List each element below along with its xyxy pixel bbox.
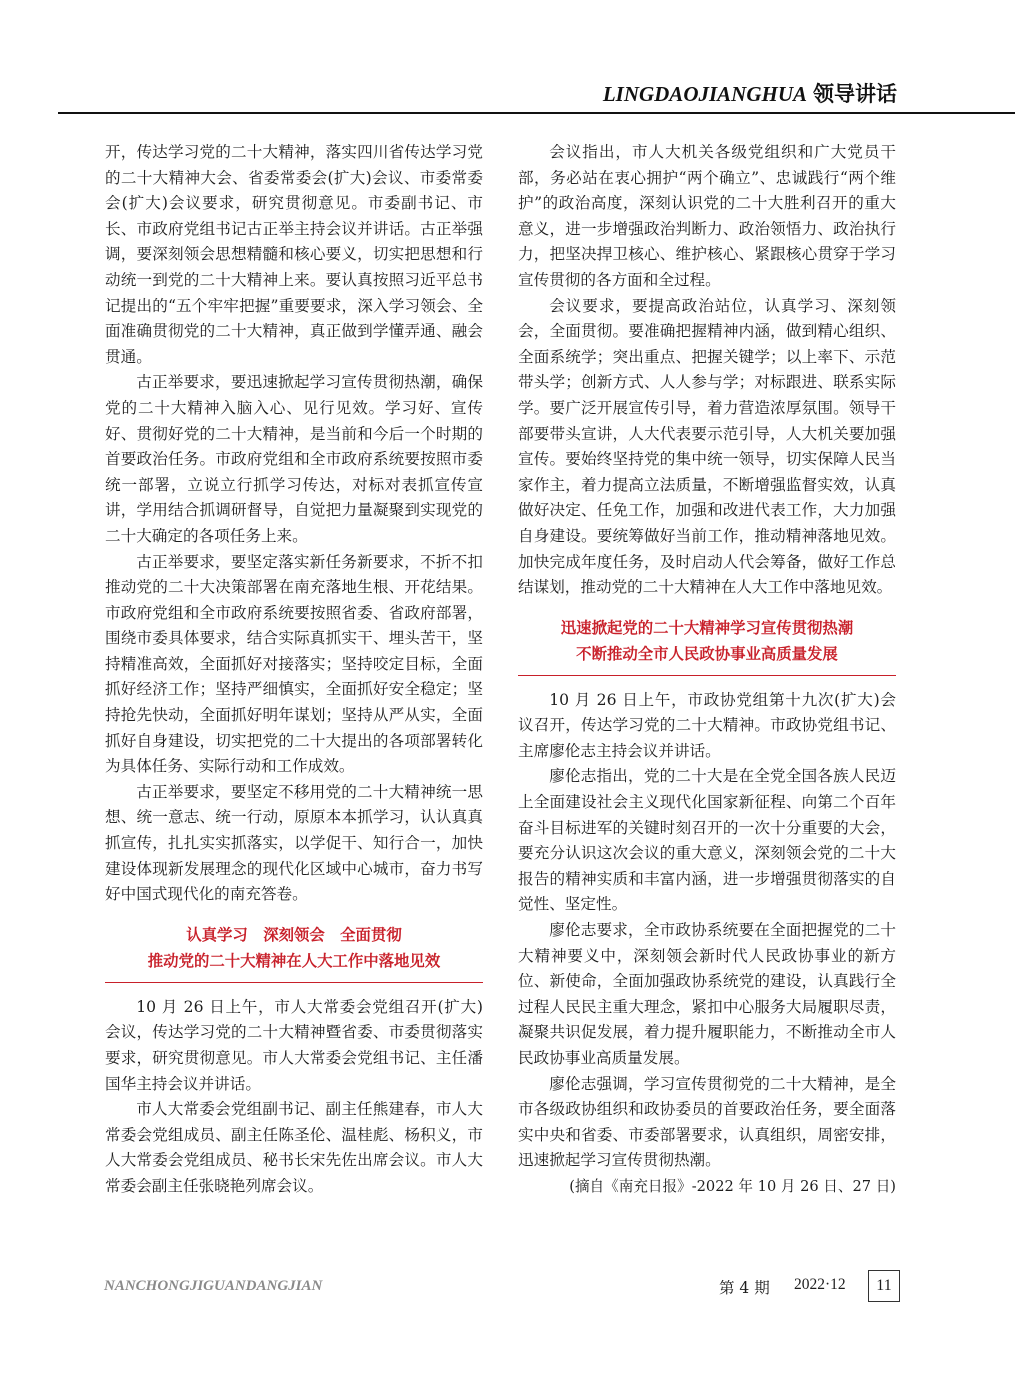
article-paragraph: 廖伦志要求，全市政协系统要在全面把握党的二十大精神要义中，深刻领会新时代人民政协事业的新方位、新使命，全面加强政协系统党的建设，认真践行全过程人民民主重大理念，紧扣中心服务大局履职尽责，凝聚共识促发展，着力提升履职能力，不断推动全市人民政协事业高质量发展。: [518, 921, 896, 1067]
right-column: [518, 140, 896, 1200]
footer-issue: 第 4 期: [719, 1279, 770, 1297]
article-paragraph: 古正举要求，要坚定落实新任务新要求，不折不扣推动党的二十大决策部署在南充落地生根、开花结果。市政府党组和全市政府系统要按照省委、省政府部署，围绕市委具体要求，结合实际真抓实干、埋头苦干，坚持精准高效，全面抓好对接落实；坚持咬定目标，全面抓好经济工作；坚持严细慎实，全面抓好安全稳定；坚持抢先快动，全面抓好明年谋划；坚持从严从实，全面抓好自身建设，切实把党的二十大提出的各项部署转化为具体任务、实际行动和工作成效。: [105, 552, 483, 776]
footer-date: 2022·12: [794, 1276, 846, 1293]
left-column: [105, 140, 483, 1200]
section-heading-line: 不断推动全市人民政协事业高质量发展: [576, 644, 838, 663]
header-section-title: 领导讲话: [813, 82, 897, 106]
footer-journal-latin: NANCHONGJIGUANDANGJIAN: [104, 1278, 323, 1294]
article-paragraph: 10 月 26 日上午，市政协党组第十九次(扩大)会议召开，传达学习党的二十大精神。市政协党组书记、主席廖伦志主持会议并讲话。: [518, 690, 896, 760]
article-paragraph: 市人大常委会党组副书记、副主任熊建春，市人大常委会党组成员、副主任陈圣伦、温桂彪、杨积义，市人大常委会党组成员、秘书长宋先佐出席会议。市人大常委会副主任张晓艳列席会议。: [105, 1100, 483, 1195]
article-paragraph: 廖伦志强调，学习宣传贯彻党的二十大精神，是全市各级政协组织和政协委员的首要政治任务，要全面落实中央和省委、市委部署要求，认真组织，周密安排，迅速掀起学习宣传贯彻热潮。: [518, 1074, 896, 1170]
running-header: [457, 78, 897, 112]
article-paragraph: 古正举要求，要迅速掀起学习宣传贯彻热潮，确保党的二十大精神入脑入心、见行见效。学习好、宣传好、贯彻好党的二十大精神，是当前和今后一个时期的首要政治任务。市政府党组和全市政府系统要按照市委统一部署，立说立行抓学习传达，对标对表抓宣传宣讲，学用结合抓调研督导，自觉把力量凝聚到实现党的二十大确定的各项任务上来。: [105, 373, 483, 545]
article-paragraph: 古正举要求，要坚定不移用党的二十大精神统一思想、统一意志、统一行动，原原本本抓学习，认认真真抓宣传，扎扎实实抓落实，以学促干、知行合一，加快建设体现新发展理念的现代化区域中心城市，奋力书写好中国式现代化的南充答卷。: [105, 782, 483, 904]
header-rule: [58, 112, 1015, 114]
section-heading-cppcc: [518, 615, 896, 676]
article-paragraph: 会议要求，要提高政治站位，认真学习、深刻领会，全面贯彻。要准确把握精神内涵，做到精心组织、全面系统学；突出重点、把握关键学；以上率下、示范带头学；创新方式、人人参与学；对标跟进、联系实际学。要广泛开展宣传引导，着力营造浓厚氛围。领导干部要带头宣讲，人大代表要示范引导，人大机关要加强宣传。要始终坚持党的集中统一领导，切实保障人民当家作主，着力提高立法质量，不断增强监督实效，认真做好决定、任免工作，加强和改进代表工作，大力加强自身建设。要统筹做好当前工作，推动精神落地见效。加快完成年度任务，及时启动人代会筹备，做好工作总结谋划，推动党的二十大精神在人大工作中落地见效。: [518, 296, 896, 597]
header-journal-latin: LINGDAOJIANGHUA: [602, 82, 807, 106]
section-heading-line: 认真学习 深刻领会 全面贯彻: [186, 925, 402, 944]
page-number: 11: [868, 1270, 900, 1302]
article-paragraph: 会议指出，市人大机关各级党组织和广大党员干部，务必站在衷心拥护“两个确立”、忠诚践行“两个维护”的政治高度，深刻认识党的二十大胜利召开的重大意义，进一步增强政治判断力、政治领悟力、政治执行力，把坚决捍卫核心、维护核心、紧跟核心贯穿于学习宣传贯彻的各方面和全过程。: [518, 143, 896, 289]
section-heading-line: 推动党的二十大精神在人大工作中落地见效: [147, 951, 441, 970]
article-paragraph: 开，传达学习党的二十大精神，落实四川省传达学习党的二十大精神大会、省委常委会(扩大)会议、市委常委会(扩大)会议要求，研究贯彻意见。市委副书记、市长、市政府党组书记古正举主持会议并讲话。古正举强调，要深刻领会思想精髓和核心要义，切实把思想和行动统一到党的二十大精神上来。要认真按照习近平总书记提出的“五个牢牢把握”重要要求，深入学习领会、全面准确贯彻党的二十大精神，真正做到学懂弄通、融会贯通。: [105, 143, 483, 366]
article-paragraph: 10 月 26 日上午，市人大常委会党组召开(扩大)会议，传达学习党的二十大精神暨省委、市委贯彻落实要求，研究贯彻意见。市人大常委会党组书记、主任潘国华主持会议并讲话。: [105, 997, 483, 1093]
section-heading-line: 迅速掀起党的二十大精神学习宣传贯彻热潮: [560, 618, 854, 637]
section-heading-npc: [105, 922, 483, 983]
source-citation: (摘自《南充日报》-2022 年 10 月 26 日、27 日): [569, 1177, 896, 1195]
article-paragraph: 廖伦志指出，党的二十大是在全党全国各族人民迈上全面建设社会主义现代化国家新征程、向第二个百年奋斗目标进军的关键时刻召开的一次十分重要的大会，要充分认识这次会议的重大意义，深刻领会党的二十大报告的精神实质和丰富内涵，进一步增强贯彻落实的自觉性、坚定性。: [518, 767, 896, 914]
